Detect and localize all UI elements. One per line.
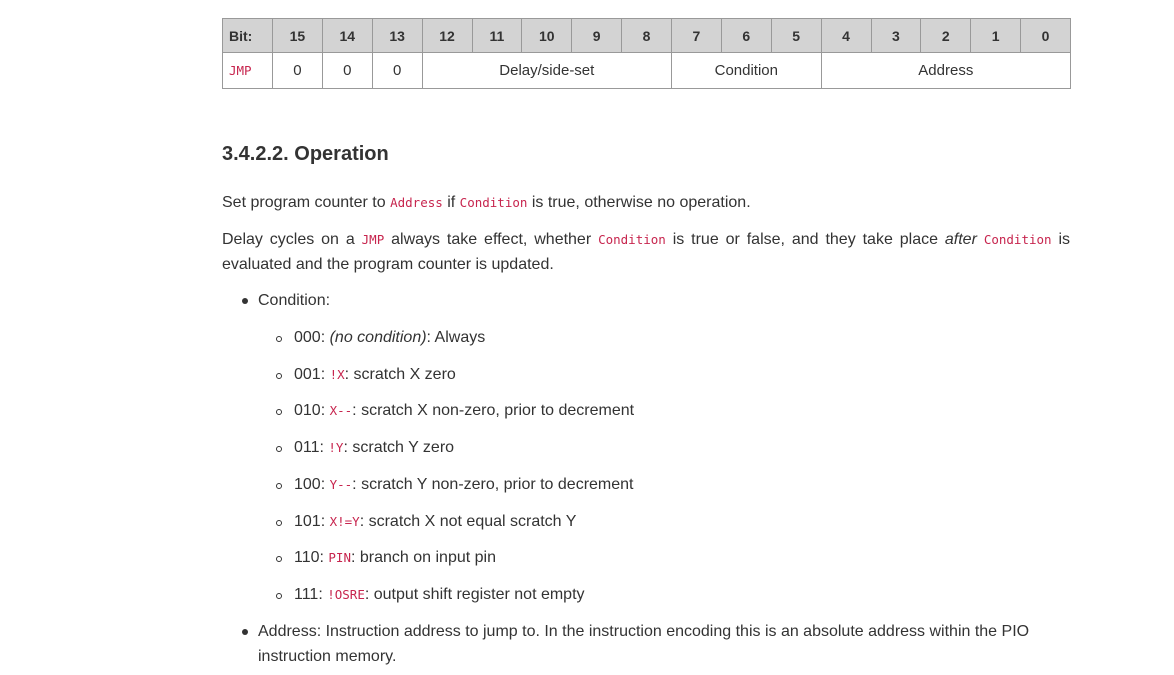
condition-desc: : scratch X zero [344, 366, 456, 383]
condition-desc: : scratch Y non-zero, prior to decrement [352, 476, 634, 493]
condition-field: Condition [672, 53, 822, 89]
text-run: Delay cycles on a [222, 231, 362, 248]
code-address: Address [390, 195, 443, 210]
condition-code: PIN [328, 550, 351, 565]
bit-15-value: 0 [273, 53, 323, 89]
condition-text [294, 436, 454, 460]
bullet-text: Condition: [258, 292, 331, 309]
jmp-mnemonic: JMP [229, 63, 252, 78]
bit-4-header: 4 [821, 19, 871, 53]
condition-desc: : Always [426, 329, 486, 346]
circle-bullet [276, 556, 282, 562]
bullet-text: Address: Instruction address to jump to. In the instruction encoding this is an absolute address within the PIO instruction memory. [258, 623, 1030, 665]
bit-11-header: 11 [472, 19, 522, 53]
instruction-encoding-table [222, 18, 1071, 89]
mnemonic-cell [223, 53, 273, 89]
condition-code: !Y [328, 440, 344, 455]
condition-code: !OSRE [327, 587, 365, 602]
bit-0-header: 0 [1021, 19, 1071, 53]
condition-value: 011: [294, 439, 329, 456]
circle-bullet [276, 336, 282, 342]
operation-paragraph-2 [222, 228, 1070, 277]
circle-bullet [276, 409, 282, 415]
text-run: if [442, 194, 460, 211]
bit-10-header: 10 [522, 19, 572, 53]
text-run [977, 231, 984, 248]
text-run: is evaluated and the program counter is updated. [222, 231, 1070, 273]
text-run: always take effect, whether [384, 231, 599, 248]
bit-6-header: 6 [721, 19, 771, 53]
code-condition: Condition [983, 232, 1052, 247]
condition-value: 110: [294, 549, 329, 566]
circle-bullet [276, 593, 282, 599]
bit-2-header: 2 [921, 19, 971, 53]
text-run: Set program counter to [222, 194, 391, 211]
bit-3-header: 3 [871, 19, 921, 53]
bit-7-header: 7 [672, 19, 722, 53]
condition-desc: : scratch Y zero [343, 439, 455, 456]
circle-bullet [276, 483, 282, 489]
condition-text [294, 473, 634, 497]
text-run: is true, otherwise no operation. [527, 194, 751, 211]
condition-value: 000: [294, 329, 330, 346]
code-jmp: JMP [361, 232, 385, 247]
jmp-encoding-row [223, 53, 1071, 89]
bit-header-row [223, 19, 1071, 53]
bit-14-value: 0 [322, 53, 372, 89]
bullet-dot [242, 298, 248, 304]
condition-text [294, 399, 634, 423]
circle-bullet [276, 520, 282, 526]
section-heading: 3.4.2.2. Operation [222, 143, 389, 165]
bit-9-header: 9 [572, 19, 622, 53]
condition-value: 100: [294, 476, 330, 493]
delay-side-set-field: Delay/side-set [422, 53, 671, 89]
condition-desc: : scratch X not equal scratch Y [359, 513, 577, 530]
condition-value: 010: [294, 402, 330, 419]
condition-text [294, 510, 576, 534]
condition-text [294, 546, 496, 570]
condition-value: 001: [294, 366, 330, 383]
condition-value: 111: [294, 586, 328, 603]
bit-13-header: 13 [372, 19, 422, 53]
bit-label: Bit: [223, 19, 273, 53]
condition-desc: : branch on input pin [350, 549, 496, 566]
bit-15-header: 15 [273, 19, 323, 53]
bit-12-header: 12 [422, 19, 472, 53]
condition-desc: : output shift register not empty [364, 586, 585, 603]
condition-text [294, 583, 585, 607]
condition-desc: : scratch X non-zero, prior to decrement [352, 402, 635, 419]
bit-14-header: 14 [322, 19, 372, 53]
text-run: is true or false, and they take place [665, 231, 945, 248]
condition-code: X-- [329, 403, 353, 418]
operation-paragraph-1 [222, 191, 1070, 216]
condition-code: X!=Y [329, 514, 360, 529]
address-field: Address [821, 53, 1070, 89]
condition-code: Y-- [329, 477, 353, 492]
circle-bullet [276, 446, 282, 452]
condition-value: 101: [294, 513, 330, 530]
code-condition: Condition [598, 232, 666, 247]
condition-text [294, 326, 485, 350]
condition-emphasis: (no condition) [329, 329, 427, 346]
circle-bullet [276, 373, 282, 379]
bit-5-header: 5 [771, 19, 821, 53]
bit-1-header: 1 [971, 19, 1021, 53]
condition-code: !X [329, 367, 345, 382]
bit-8-header: 8 [622, 19, 672, 53]
emphasis-after: after [944, 231, 977, 248]
code-condition: Condition [459, 195, 528, 210]
bit-13-value: 0 [372, 53, 422, 89]
bullet-dot [242, 629, 248, 635]
condition-text [294, 363, 456, 387]
